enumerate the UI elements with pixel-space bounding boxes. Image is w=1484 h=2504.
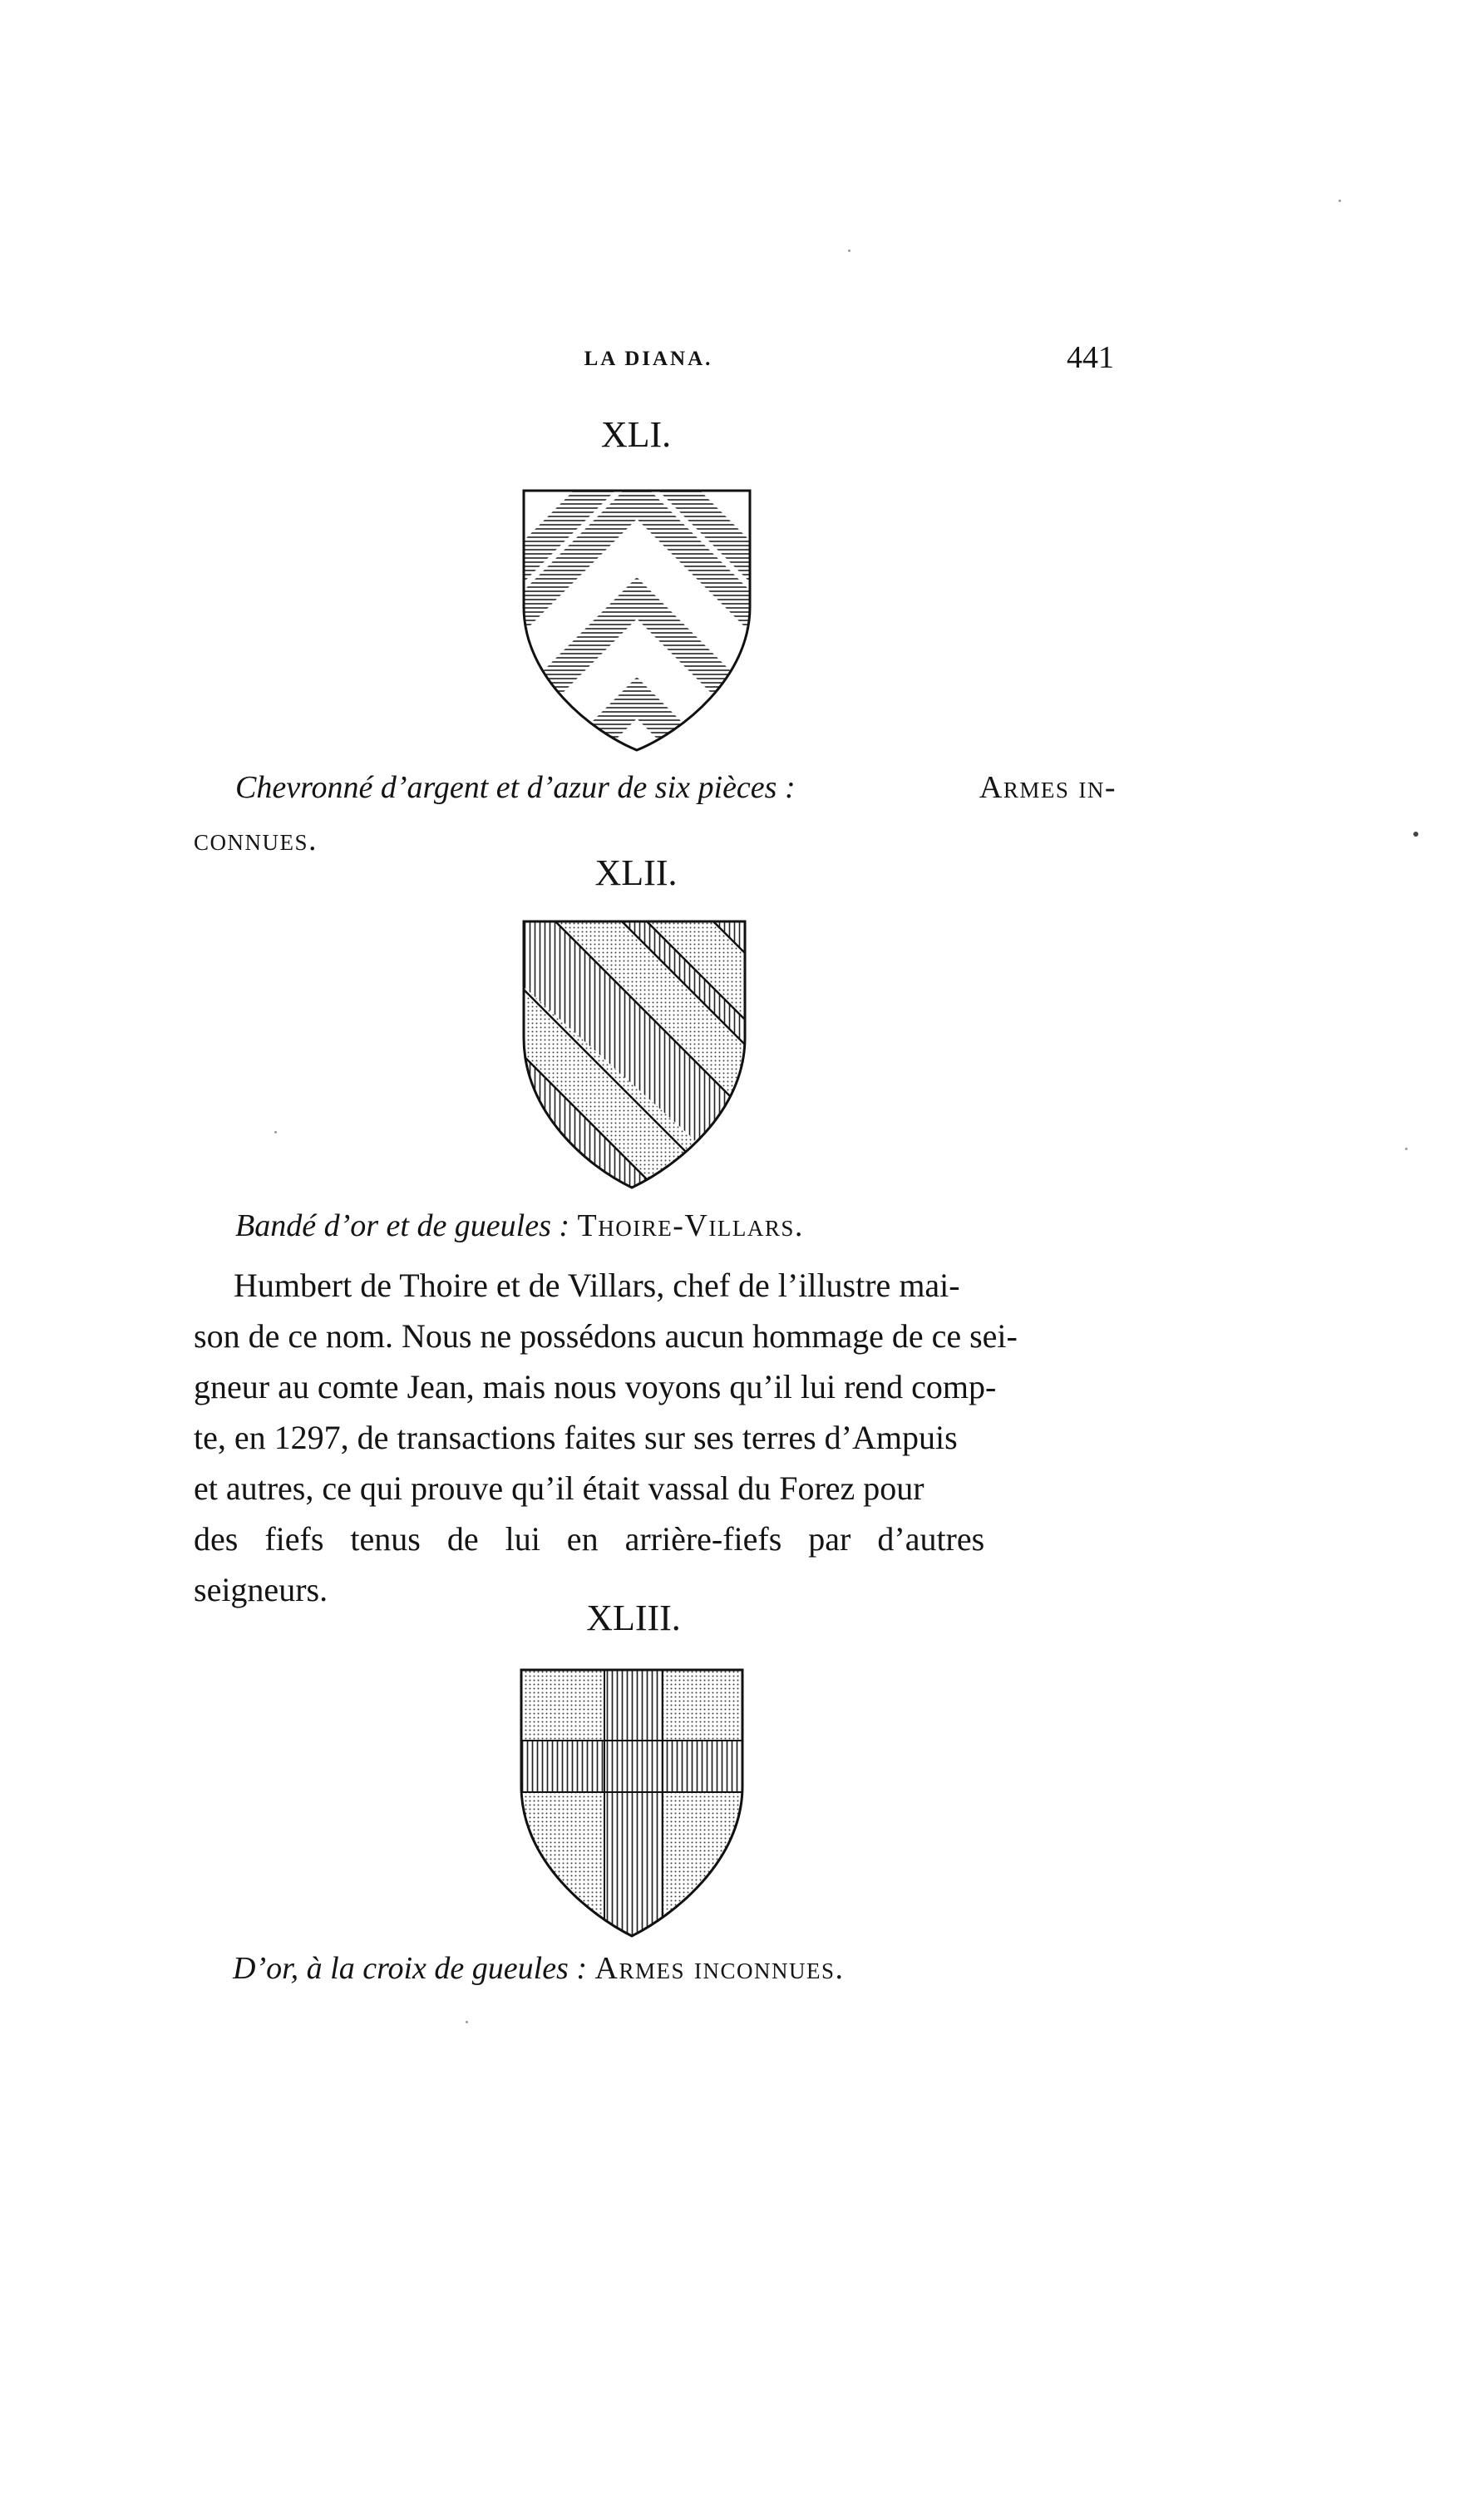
caption-xliii-blazon: D’or, à la croix de gueules : bbox=[233, 1951, 587, 1986]
section-numeral-xlii: XLII. bbox=[594, 852, 678, 893]
paper-speck bbox=[274, 1131, 277, 1133]
chevronny-shield bbox=[515, 482, 765, 757]
caption-xli bbox=[235, 769, 1117, 806]
cross-shield bbox=[511, 1662, 761, 1944]
page-number: 441 bbox=[1067, 340, 1114, 375]
paragraph-line: des fiefs tenus de lui en arrière-fiefs par d’autres bbox=[194, 1520, 985, 1558]
caption-xlii bbox=[235, 1208, 1150, 1244]
paragraph-line: gneur au comte Jean, mais nous voyons qu’il lui rend comp- bbox=[194, 1368, 997, 1405]
body-paragraph bbox=[194, 1260, 1100, 1615]
section-numeral-xliii: XLIII. bbox=[586, 1598, 681, 1638]
paragraph-line: son de ce nom. Nous ne possédons aucun hommage de ce sei- bbox=[194, 1317, 1018, 1355]
caption-xli-attribution-1: Armes in- bbox=[979, 770, 1117, 805]
paragraph-line: seigneurs. bbox=[194, 1571, 328, 1608]
caption-xli-blazon: Chevronné d’argent et d’azur de six pièces : bbox=[235, 770, 796, 805]
paper-speck bbox=[1413, 832, 1418, 837]
caption-xliii-attribution: Armes inconnues. bbox=[594, 1951, 845, 1986]
paper-speck bbox=[1405, 1148, 1408, 1150]
caption-xliii bbox=[233, 1950, 1147, 1987]
paragraph-line: Humbert de Thoire et de Villars, chef de l’illustre mai- bbox=[234, 1267, 960, 1304]
running-title: LA DIANA. bbox=[584, 348, 713, 370]
paragraph-line: te, en 1297, de transactions faites sur ses terres d’Ampuis bbox=[194, 1419, 958, 1456]
paper-speck bbox=[466, 2021, 468, 2023]
bendy-shield bbox=[514, 913, 763, 1196]
caption-xli-attribution-2: connues. bbox=[194, 822, 318, 857]
caption-xlii-attribution: Thoire-Villars. bbox=[577, 1208, 804, 1243]
paper-speck bbox=[1339, 200, 1341, 202]
section-numeral-xli: XLI. bbox=[600, 414, 672, 455]
paper-speck bbox=[848, 249, 850, 252]
caption-xlii-blazon: Bandé d’or et de gueules : bbox=[235, 1208, 570, 1243]
paragraph-line: et autres, ce qui prouve qu’il était vassal du Forez pour bbox=[194, 1469, 924, 1507]
